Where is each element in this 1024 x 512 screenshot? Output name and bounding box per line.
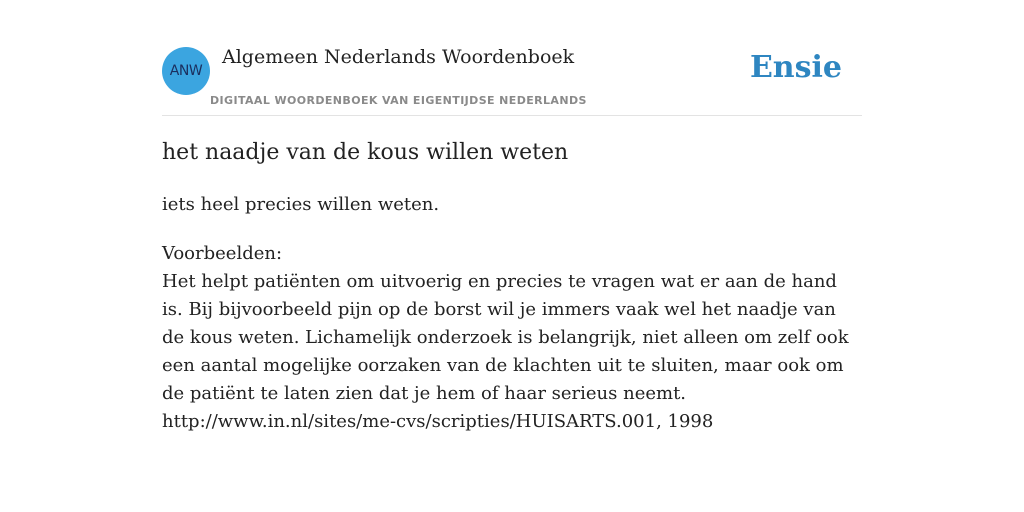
examples-label: Voorbeelden: bbox=[162, 243, 283, 264]
entry-examples bbox=[162, 240, 862, 436]
entry-definition: iets heel precies willen weten. bbox=[162, 194, 440, 215]
site-title[interactable]: Algemeen Nederlands Woordenboek bbox=[222, 46, 575, 68]
example-source: http://www.in.nl/sites/me-cvs/scripties/HUISARTS.001, 1998 bbox=[162, 411, 714, 432]
ensie-brand-link[interactable]: Ensie bbox=[749, 50, 842, 85]
site-header bbox=[162, 0, 862, 116]
dictionary-card bbox=[162, 0, 862, 512]
entry-term: het naadje van de kous willen weten bbox=[162, 140, 569, 165]
site-subtitle: DIGITAAL WOORDENBOEK VAN EIGENTIJDSE NEDERLANDS bbox=[210, 94, 587, 107]
logo-text: ANW bbox=[169, 63, 203, 79]
anw-logo[interactable] bbox=[162, 47, 210, 95]
example-text: Het helpt patiënten om uitvoerig en precies te vragen wat er aan de hand is. Bij bijvoorbeeld pijn op de borst wil je immers vaak wel het naadje van de kous weten. Lichamelijk onderzoek is belangrijk, niet alleen om zelf ook een aantal mogelijke oorzaken van de klachten uit te sluiten, maar ook om de patiënt te laten zien dat je hem of haar serieus neemt. bbox=[162, 271, 849, 404]
